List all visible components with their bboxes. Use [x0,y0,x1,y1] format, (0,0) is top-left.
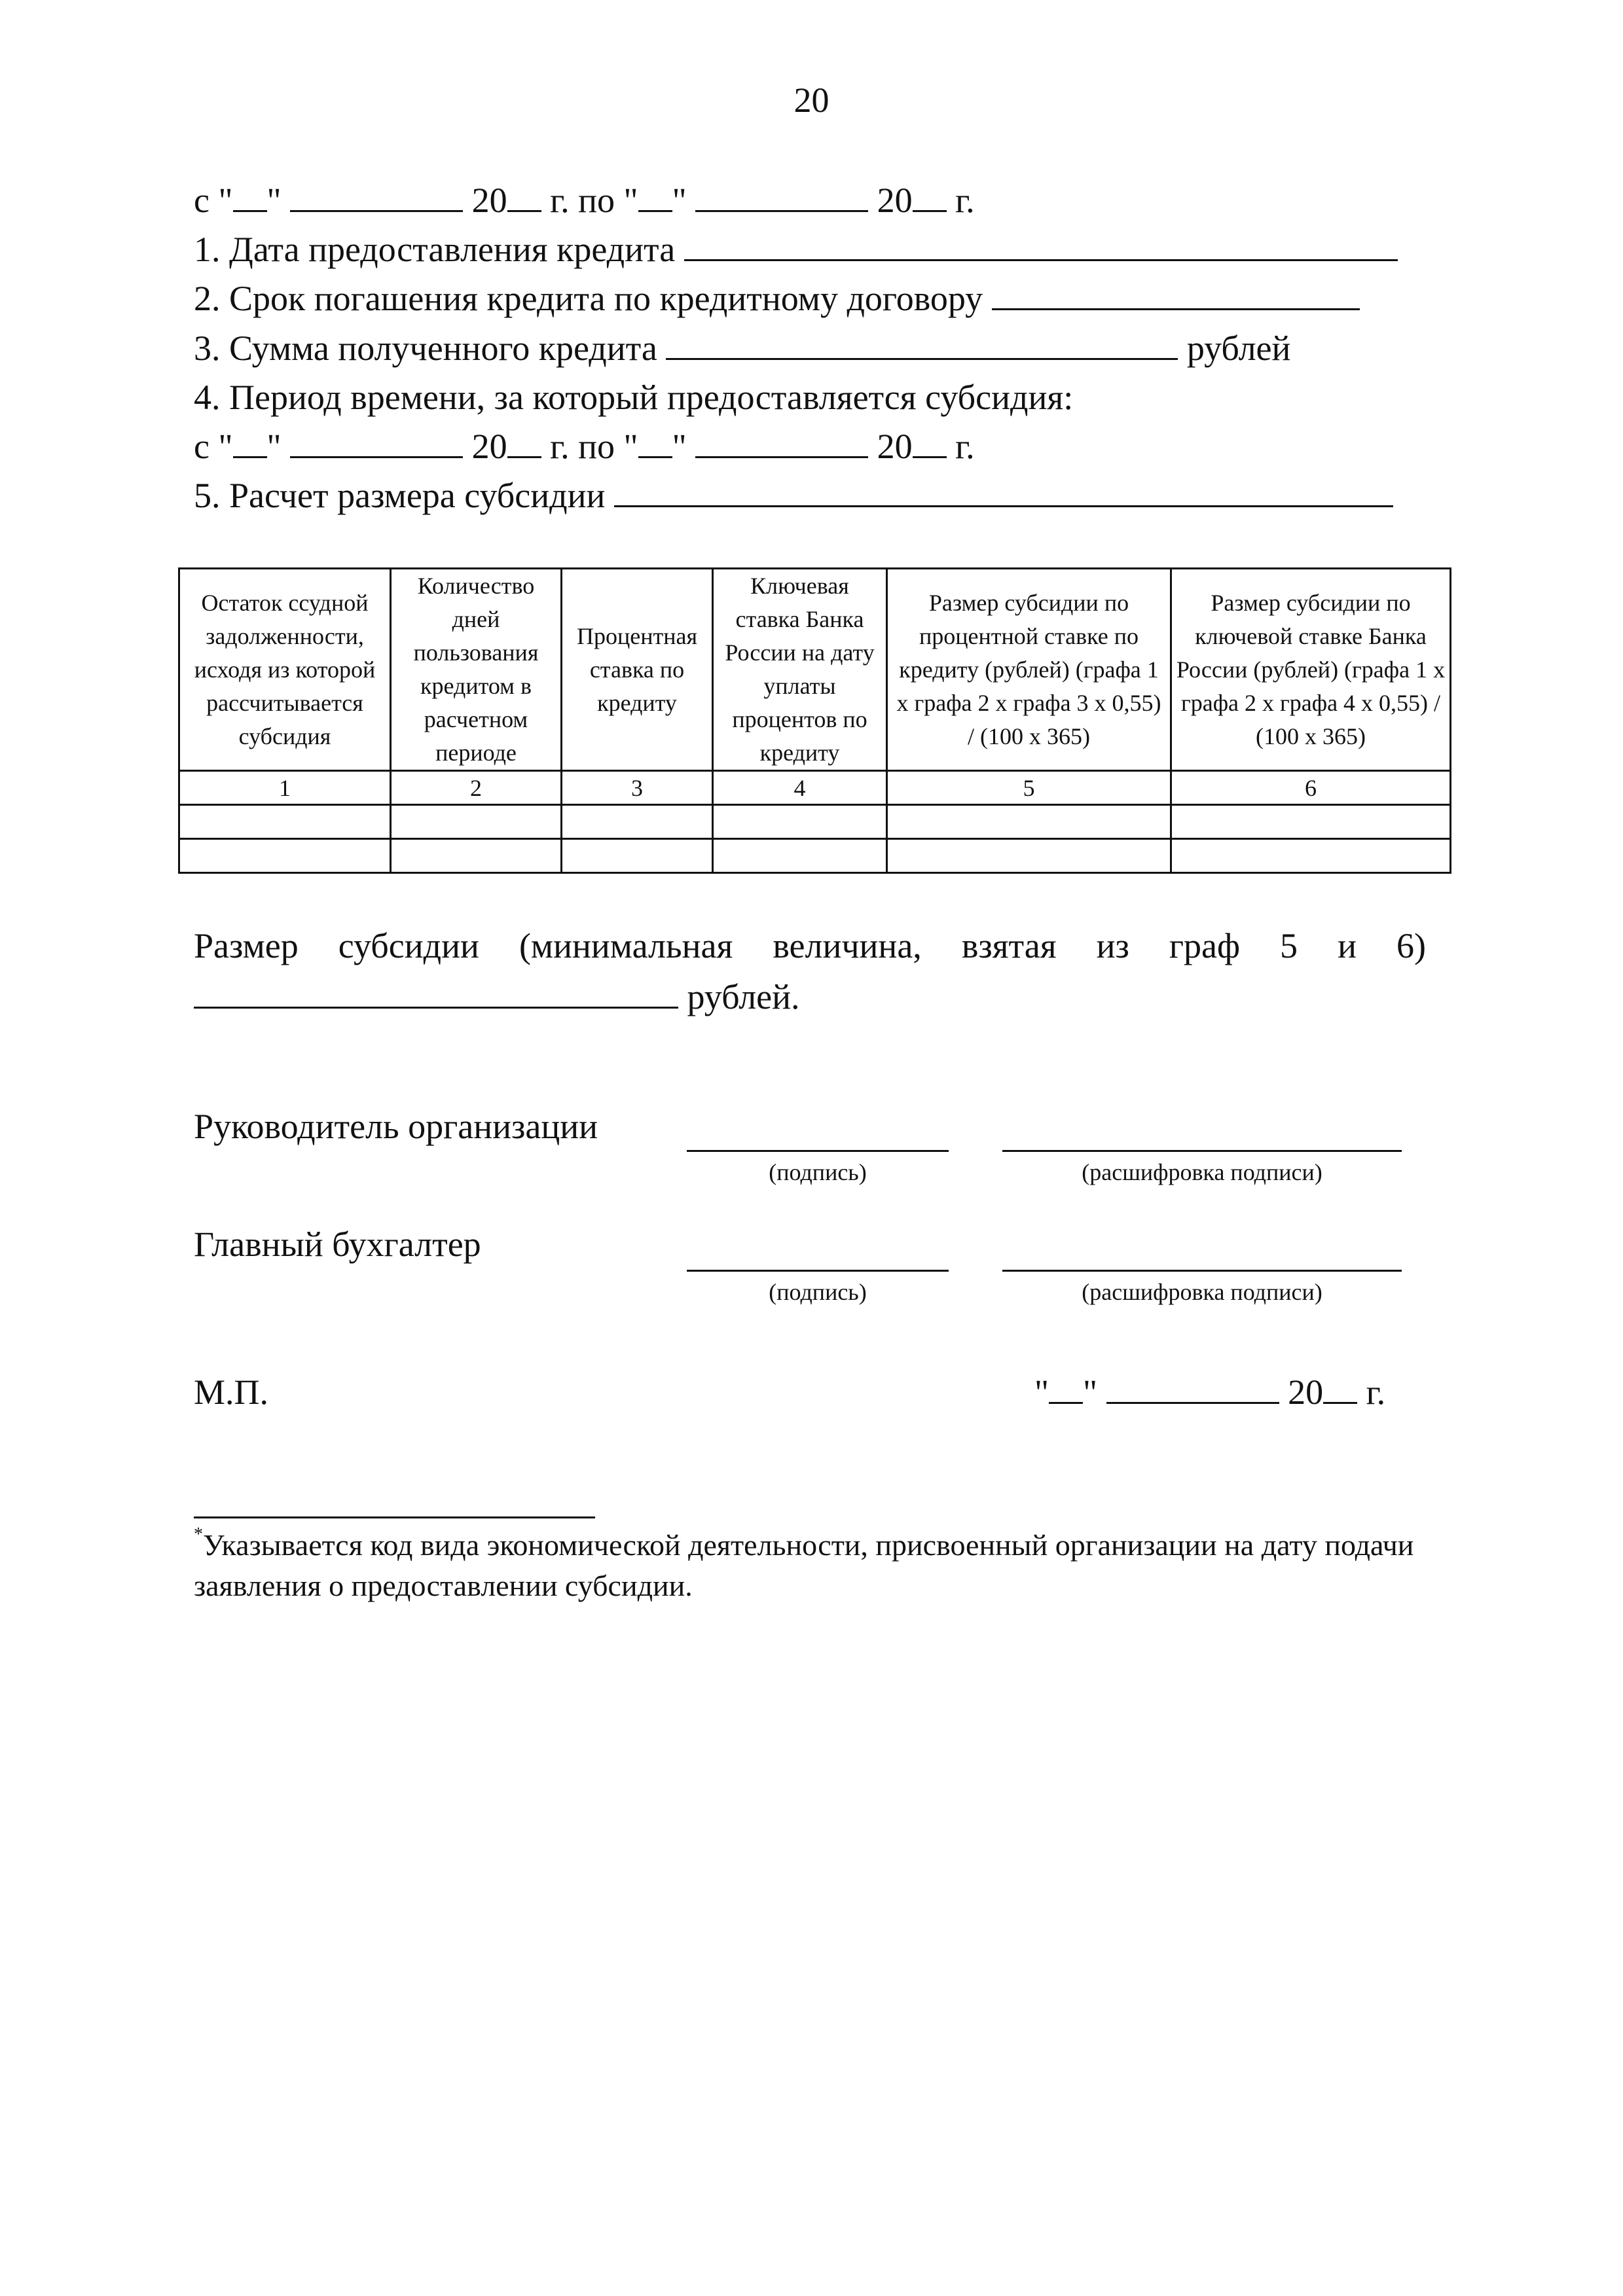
day-blank[interactable] [233,179,267,212]
year-prefix: 20 [877,181,913,220]
table-header-cell: Процентная ставка по кредиту [562,569,713,771]
item-2 [194,274,1360,323]
table-header-row [179,569,1451,771]
table-cell[interactable] [887,839,1171,873]
table-header-cell: Размер субсидии по ключевой ставке Банка России (рублей) (графа 1 x графа 2 x графа 4 x 0,55) / (100 x 365) [1171,569,1451,771]
item-5-label: 5. Расчет размера субсидии [194,476,606,515]
year-prefix: 20 [471,181,507,220]
quote: " [266,427,282,466]
year-blank[interactable] [1323,1371,1357,1404]
summary-text: Размер субсидии (минимальная величина, взятая из граф 5 и 6) [194,926,1426,965]
table-header-cell: Остаток ссудной задолженности, исходя из которой рассчитывается субсидия [179,569,391,771]
accountant-decode-blank[interactable] [1002,1237,1402,1272]
accountant-signature-blank[interactable] [687,1237,949,1272]
year-suffix: г. [955,427,975,466]
month-blank[interactable] [695,425,868,458]
summary-unit: рублей. [687,977,800,1016]
item-1-blank[interactable] [684,228,1398,261]
item-1-label: 1. Дата предоставления кредита [194,230,676,269]
table-cell[interactable] [391,805,562,839]
quote: " [1083,1372,1098,1412]
quote: " [1034,1372,1049,1412]
subsidy-summary [194,920,1426,972]
item-3-unit: рублей [1186,329,1291,368]
table-cell[interactable] [179,805,391,839]
period-line-bottom [194,422,975,471]
period-from-label: с " [194,427,233,466]
table-row [179,839,1451,873]
day-blank[interactable] [233,425,267,458]
table-header-cell: Количество дней пользования кредитом в расчетном периоде [391,569,562,771]
item-3 [194,323,1290,373]
column-number: 3 [562,771,713,805]
year-suffix: г. [955,181,975,220]
column-number: 2 [391,771,562,805]
column-number: 4 [713,771,887,805]
year-blank[interactable] [913,425,947,458]
table-header-cell: Ключевая ставка Банка России на дату уплаты процентов по кредиту [713,569,887,771]
table-cell[interactable] [179,839,391,873]
sign-date-line [1034,1367,1385,1417]
footnote [194,1525,1438,1606]
table-header-cell: Размер субсидии по процентной ставке по кредиту (рублей) (графа 1 x графа 2 x графа 3 x 0,55) / (100 x 365) [887,569,1171,771]
period-line-top [194,175,975,225]
period-from-label: с " [194,181,233,220]
page-number: 20 [793,81,830,120]
table-cell[interactable] [713,839,887,873]
day-blank[interactable] [638,179,672,212]
table-cell[interactable] [562,805,713,839]
table-cell[interactable] [1171,839,1451,873]
item-5 [194,471,1393,520]
year-prefix: 20 [877,427,913,466]
item-2-blank[interactable] [992,277,1360,310]
column-number: 5 [887,771,1171,805]
stamp-label: М.П. [194,1372,269,1412]
item-1 [194,224,1398,274]
month-blank[interactable] [290,179,463,212]
quote: " [266,181,282,220]
month-blank[interactable] [1106,1371,1279,1404]
item-4 [194,372,1073,422]
summary-amount-blank[interactable] [194,975,678,1009]
month-blank[interactable] [695,179,868,212]
quote: " [672,181,687,220]
period-to-label: г. по " [550,181,638,220]
summary-amount-line [194,972,800,1022]
column-number: 1 [179,771,391,805]
table-cell[interactable] [562,839,713,873]
table-cell[interactable] [887,805,1171,839]
head-label: Руководитель организации [194,1107,598,1146]
table-number-row [179,771,1451,805]
item-2-label: 2. Срок погашения кредита по кредитному договору [194,279,983,318]
head-signature-blank[interactable] [687,1117,949,1152]
decode-caption: (расшифровка подписи) [1082,1159,1322,1185]
item-5-blank[interactable] [614,474,1393,507]
day-blank[interactable] [638,425,672,458]
table-cell[interactable] [1171,805,1451,839]
subsidy-calculation-table [178,567,1451,874]
table-cell[interactable] [391,839,562,873]
column-number: 6 [1171,771,1451,805]
decode-caption: (расшифровка подписи) [1082,1279,1322,1305]
head-decode-blank[interactable] [1002,1117,1402,1152]
item-4-label: 4. Период времени, за который предоставляется субсидия: [194,378,1074,417]
year-blank[interactable] [507,179,541,212]
day-blank[interactable] [1049,1371,1083,1404]
signature-caption: (подпись) [769,1279,867,1305]
footnote-divider [194,1516,595,1518]
item-3-blank[interactable] [666,327,1178,360]
footnote-text: Указывается код вида экономической деятельности, присвоенный организации на дату подачи заявления о предоставлении субсидии. [194,1528,1414,1602]
year-blank[interactable] [913,179,947,212]
period-to-label: г. по " [550,427,638,466]
item-3-label: 3. Сумма полученного кредита [194,329,657,368]
year-suffix: г. [1366,1372,1386,1412]
month-blank[interactable] [290,425,463,458]
quote: " [672,427,687,466]
signature-caption: (подпись) [769,1159,867,1185]
footnote-mark: * [194,1524,203,1545]
year-prefix: 20 [471,427,507,466]
year-prefix: 20 [1288,1372,1324,1412]
accountant-label: Главный бухгалтер [194,1225,481,1264]
year-blank[interactable] [507,425,541,458]
table-row [179,805,1451,839]
table-cell[interactable] [713,805,887,839]
